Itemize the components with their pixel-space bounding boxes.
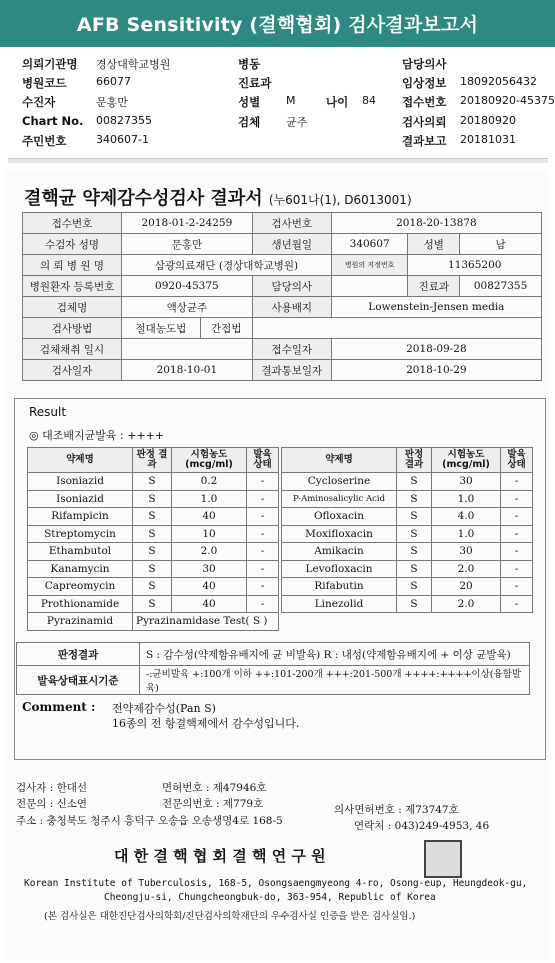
header-label: 주민번호 — [22, 134, 67, 148]
drug-conc: 30 — [432, 473, 501, 491]
header-value: 20180920 — [460, 114, 516, 127]
cell-value: 간접법 — [200, 318, 252, 339]
report-title: 결핵균 약제감수성검사 결과서 (누601나(1), D6013001) — [24, 188, 412, 209]
drug-growth: - — [501, 473, 533, 491]
cell-value: 2018-09-28 — [331, 339, 541, 360]
drug-conc: 1.0 — [172, 490, 247, 508]
drug-name: Ethambutol — [28, 543, 133, 561]
interp-value: S : 감수성(약제함유배지에 균 비발육) R : 내성(약제함유배지에 + 이상 균발육) — [140, 643, 530, 666]
col-drug: 약제명 — [282, 448, 397, 473]
header-label: 접수번호 — [402, 95, 447, 109]
drug-conc: 4.0 — [432, 508, 501, 526]
drug-result: S — [397, 560, 432, 578]
comment-line: 전약제감수성(Pan S) — [112, 702, 216, 715]
drug-row — [28, 578, 279, 596]
header-label: 검사의뢰 — [402, 115, 447, 129]
drug-growth: - — [247, 525, 279, 543]
specialist: 전문의 : 신소연 — [16, 798, 88, 810]
cell-label: 검사번호 — [252, 213, 331, 234]
drug-name: Rifampicin — [28, 508, 133, 526]
drug-conc: 1.0 — [432, 525, 501, 543]
drug-conc: 2.0 — [172, 543, 247, 561]
cell-value: 문홍만 — [122, 234, 253, 255]
header-label: Chart No. — [22, 114, 84, 128]
drug-name: Isoniazid — [28, 473, 133, 491]
header-value: 84 — [362, 94, 376, 107]
header-value: 경상대학교병원 — [96, 58, 171, 71]
drug-row — [282, 490, 533, 508]
cell-value: 2018-10-29 — [331, 360, 541, 381]
banner-title: AFB Sensitivity (결핵협회) 검사결과보고서 — [76, 14, 479, 36]
contact: 연락처 : 043)249-4953, 46 — [354, 820, 490, 832]
interp-value: -:균비발육 +:100개 이하 ++:101-200개 +++:201-500개 ++++:++++이상(융합발육) — [140, 666, 530, 695]
cell-label: 결과통보일자 — [252, 360, 331, 381]
examiner-license: 면허번호 : 제47946호 — [162, 782, 267, 794]
drug-table-left — [27, 447, 279, 631]
drug-conc: 0.2 — [172, 473, 247, 491]
cell-label: 검사일자 — [23, 360, 122, 381]
address-en-2: Cheongju-si, Chungcheongbuk-do, 363-954, Republic of Korea — [104, 892, 436, 903]
specialist-license: 전문의번호 : 제779호 — [162, 798, 264, 810]
header-value: 66077 — [96, 75, 131, 88]
col-growth: 발육 상태 — [247, 448, 279, 473]
drug-row — [28, 595, 279, 613]
drug-row — [28, 473, 279, 491]
drug-conc: 10 — [172, 525, 247, 543]
cell-label: 검사방법 — [23, 318, 122, 339]
drug-result: S — [133, 595, 172, 613]
cell-label: 접수번호 — [23, 213, 122, 234]
control-growth: ◎ 대조배지균발육 : ++++ — [29, 429, 165, 442]
drug-result: S — [133, 473, 172, 491]
drug-row — [282, 543, 533, 561]
cell-value: 남 — [460, 234, 542, 255]
drug-name: Moxifloxacin — [282, 525, 397, 543]
drug-conc: 2.0 — [432, 595, 501, 613]
comment-label: Comment : — [22, 700, 96, 714]
report-subtitle: (누601나(1), D6013001) — [268, 193, 412, 207]
col-growth: 발육 상태 — [501, 448, 533, 473]
drug-result: S — [397, 595, 432, 613]
drug-name: Prothionamide — [28, 595, 133, 613]
cell-label: 검체채취 일시 — [23, 339, 122, 360]
cell-label: 검체명 — [23, 297, 122, 318]
drug-growth: - — [247, 490, 279, 508]
drug-result: S — [397, 525, 432, 543]
drug-row — [28, 525, 279, 543]
drug-name: Ofloxacin — [282, 508, 397, 526]
drug-conc: 2.0 — [432, 560, 501, 578]
drug-growth: - — [501, 595, 533, 613]
cell-value: 액상균주 — [122, 297, 253, 318]
cell-value: 삼광의료재단 (경상대학교병원) — [122, 255, 332, 276]
header-label: 수진자 — [22, 95, 56, 109]
cell-value: 11365200 — [408, 255, 542, 276]
col-judge: 판정 결과 — [397, 448, 432, 473]
drug-result: S — [133, 560, 172, 578]
drug-result: S — [133, 578, 172, 596]
report-banner — [0, 0, 555, 47]
drug-growth: - — [247, 473, 279, 491]
cell-value: 2018-20-13878 — [331, 213, 541, 234]
address-en-1: Korean Institute of Tuberculosis, 168-5, Osongsaengmyeong 4-ro, Osong-eup, Heungdeok-gu, — [24, 878, 528, 889]
header-value: 18092056432 — [460, 75, 537, 88]
drug-name: Isoniazid — [28, 490, 133, 508]
drug-table-right — [281, 447, 533, 613]
comment-line: 16종의 전 항결핵제에서 감수성입니다. — [112, 717, 300, 730]
header-label: 나이 — [326, 95, 349, 109]
drug-row — [28, 560, 279, 578]
drug-growth: - — [501, 560, 533, 578]
drug-growth: - — [247, 543, 279, 561]
header-value: 340607-1 — [96, 133, 149, 146]
header-value: 20181031 — [460, 133, 516, 146]
drug-growth: - — [501, 490, 533, 508]
header-label: 검체 — [238, 115, 261, 129]
interp-label: 판정결과 — [17, 643, 140, 666]
drug-result: S — [133, 543, 172, 561]
cell-label: 진료과 — [408, 276, 460, 297]
drug-name: Linezolid — [282, 595, 397, 613]
header-label: 병동 — [238, 57, 261, 71]
drug-row — [282, 508, 533, 526]
drug-result: S — [397, 543, 432, 561]
col-conc: 시험농도 (mcg/ml) — [172, 448, 247, 473]
col-drug: 약제명 — [28, 448, 133, 473]
cell-value: 0920-45375 — [122, 276, 253, 297]
drug-row — [28, 490, 279, 508]
scanned-report — [4, 170, 549, 960]
header-label: 담당의사 — [402, 57, 447, 71]
drug-row — [282, 473, 533, 491]
drug-name: Levofloxacin — [282, 560, 397, 578]
patient-info-table — [22, 212, 542, 381]
header-label: 의뢰기관명 — [22, 57, 78, 71]
cell-label: 의 뢰 병 원 명 — [23, 255, 122, 276]
header-value: 균주 — [286, 116, 308, 129]
header-value: 20180920-45375 — [460, 94, 555, 107]
drug-conc: 40 — [172, 508, 247, 526]
drug-result: S — [133, 508, 172, 526]
cell-label: 성별 — [408, 234, 460, 255]
drug-growth: - — [247, 578, 279, 596]
drug-result: S — [397, 508, 432, 526]
header-label: 성별 — [238, 95, 261, 109]
divider — [8, 158, 548, 163]
drug-result: S — [133, 525, 172, 543]
drug-conc: 30 — [432, 543, 501, 561]
drug-name: Kanamycin — [28, 560, 133, 578]
interpretation-table — [16, 642, 530, 695]
drug-growth: - — [501, 508, 533, 526]
drug-growth: - — [247, 560, 279, 578]
drug-row — [282, 560, 533, 578]
header-value: 문홍만 — [96, 96, 128, 109]
cell-label: 병원의 지정번호 — [331, 255, 408, 276]
drug-conc: 40 — [172, 595, 247, 613]
examiner: 검사자 : 한대선 — [16, 782, 88, 794]
interp-label: 발육상태표시기준 — [17, 666, 140, 695]
drug-conc: 40 — [172, 578, 247, 596]
header-label: 임상정보 — [402, 76, 447, 90]
header-value: M — [286, 94, 296, 107]
result-title: Result — [29, 405, 67, 419]
header-info — [0, 50, 555, 160]
col-conc: 시험농도 (mcg/ml) — [432, 448, 501, 473]
drug-name: Streptomycin — [28, 525, 133, 543]
drug-growth: - — [501, 578, 533, 596]
drug-result: S — [397, 490, 432, 508]
drug-name: Amikacin — [282, 543, 397, 561]
drug-row — [282, 525, 533, 543]
cell-value: 340607 — [331, 234, 408, 255]
drug-growth: - — [247, 595, 279, 613]
drug-row — [28, 543, 279, 561]
cell-label: 담당의사 — [252, 276, 331, 297]
cell-value: 00827355 — [460, 276, 542, 297]
drug-row — [282, 595, 533, 613]
drug-growth: - — [501, 525, 533, 543]
drug-conc: 1.0 — [432, 490, 501, 508]
header-label: 병원코드 — [22, 76, 67, 90]
cell-value: 2018-01-2-24259 — [122, 213, 253, 234]
drug-conc: 20 — [432, 578, 501, 596]
drug-row — [28, 508, 279, 526]
drug-growth: - — [501, 543, 533, 561]
drug-row — [282, 578, 533, 596]
col-judge: 판정 결과 — [133, 448, 172, 473]
organization-name: 대 한 결 핵 협 회 결 핵 연 구 원 — [114, 847, 326, 865]
drug-name: Rifabutin — [282, 578, 397, 596]
cell-label: 접수일자 — [252, 339, 331, 360]
header-label: 진료과 — [238, 76, 272, 90]
drug-result: S — [133, 490, 172, 508]
pyrazinamid-value: Pyrazinamidase Test( S ) — [133, 613, 279, 631]
certification-note: (본 검사실은 대한진단검사의학회/진단검사의학재단의 우수검사실 인증을 받은 검사실임.) — [44, 911, 416, 922]
cell-value: 절대농도법 — [122, 318, 201, 339]
cell-label: 병원환자 등록번호 — [23, 276, 122, 297]
seal-icon — [424, 840, 462, 878]
cell-label: 사용배지 — [252, 297, 331, 318]
drug-name: Capreomycin — [28, 578, 133, 596]
drug-result: S — [397, 473, 432, 491]
drug-growth: - — [247, 508, 279, 526]
cell-value: 2018-10-01 — [122, 360, 253, 381]
header-label: 결과보고 — [402, 134, 447, 148]
doctor-license: 의사면허번호 : 제73747호 — [334, 804, 459, 816]
drug-result: S — [397, 578, 432, 596]
drug-conc: 30 — [172, 560, 247, 578]
cell-label: 생년월일 — [252, 234, 331, 255]
comment — [22, 700, 300, 730]
cell-value: Lowenstein-Jensen media — [331, 297, 541, 318]
drug-name: P-Aminosalicylic Acid — [282, 490, 397, 508]
header-value: 00827355 — [96, 114, 152, 127]
drug-name: Cycloserine — [282, 473, 397, 491]
cell-label: 수검자 성명 — [23, 234, 122, 255]
address: 주소 : 충청북도 청주시 흥덕구 오송읍 오송생명4로 168-5 — [16, 815, 283, 827]
pyrazinamid-name: Pyrazinamid — [28, 613, 133, 631]
